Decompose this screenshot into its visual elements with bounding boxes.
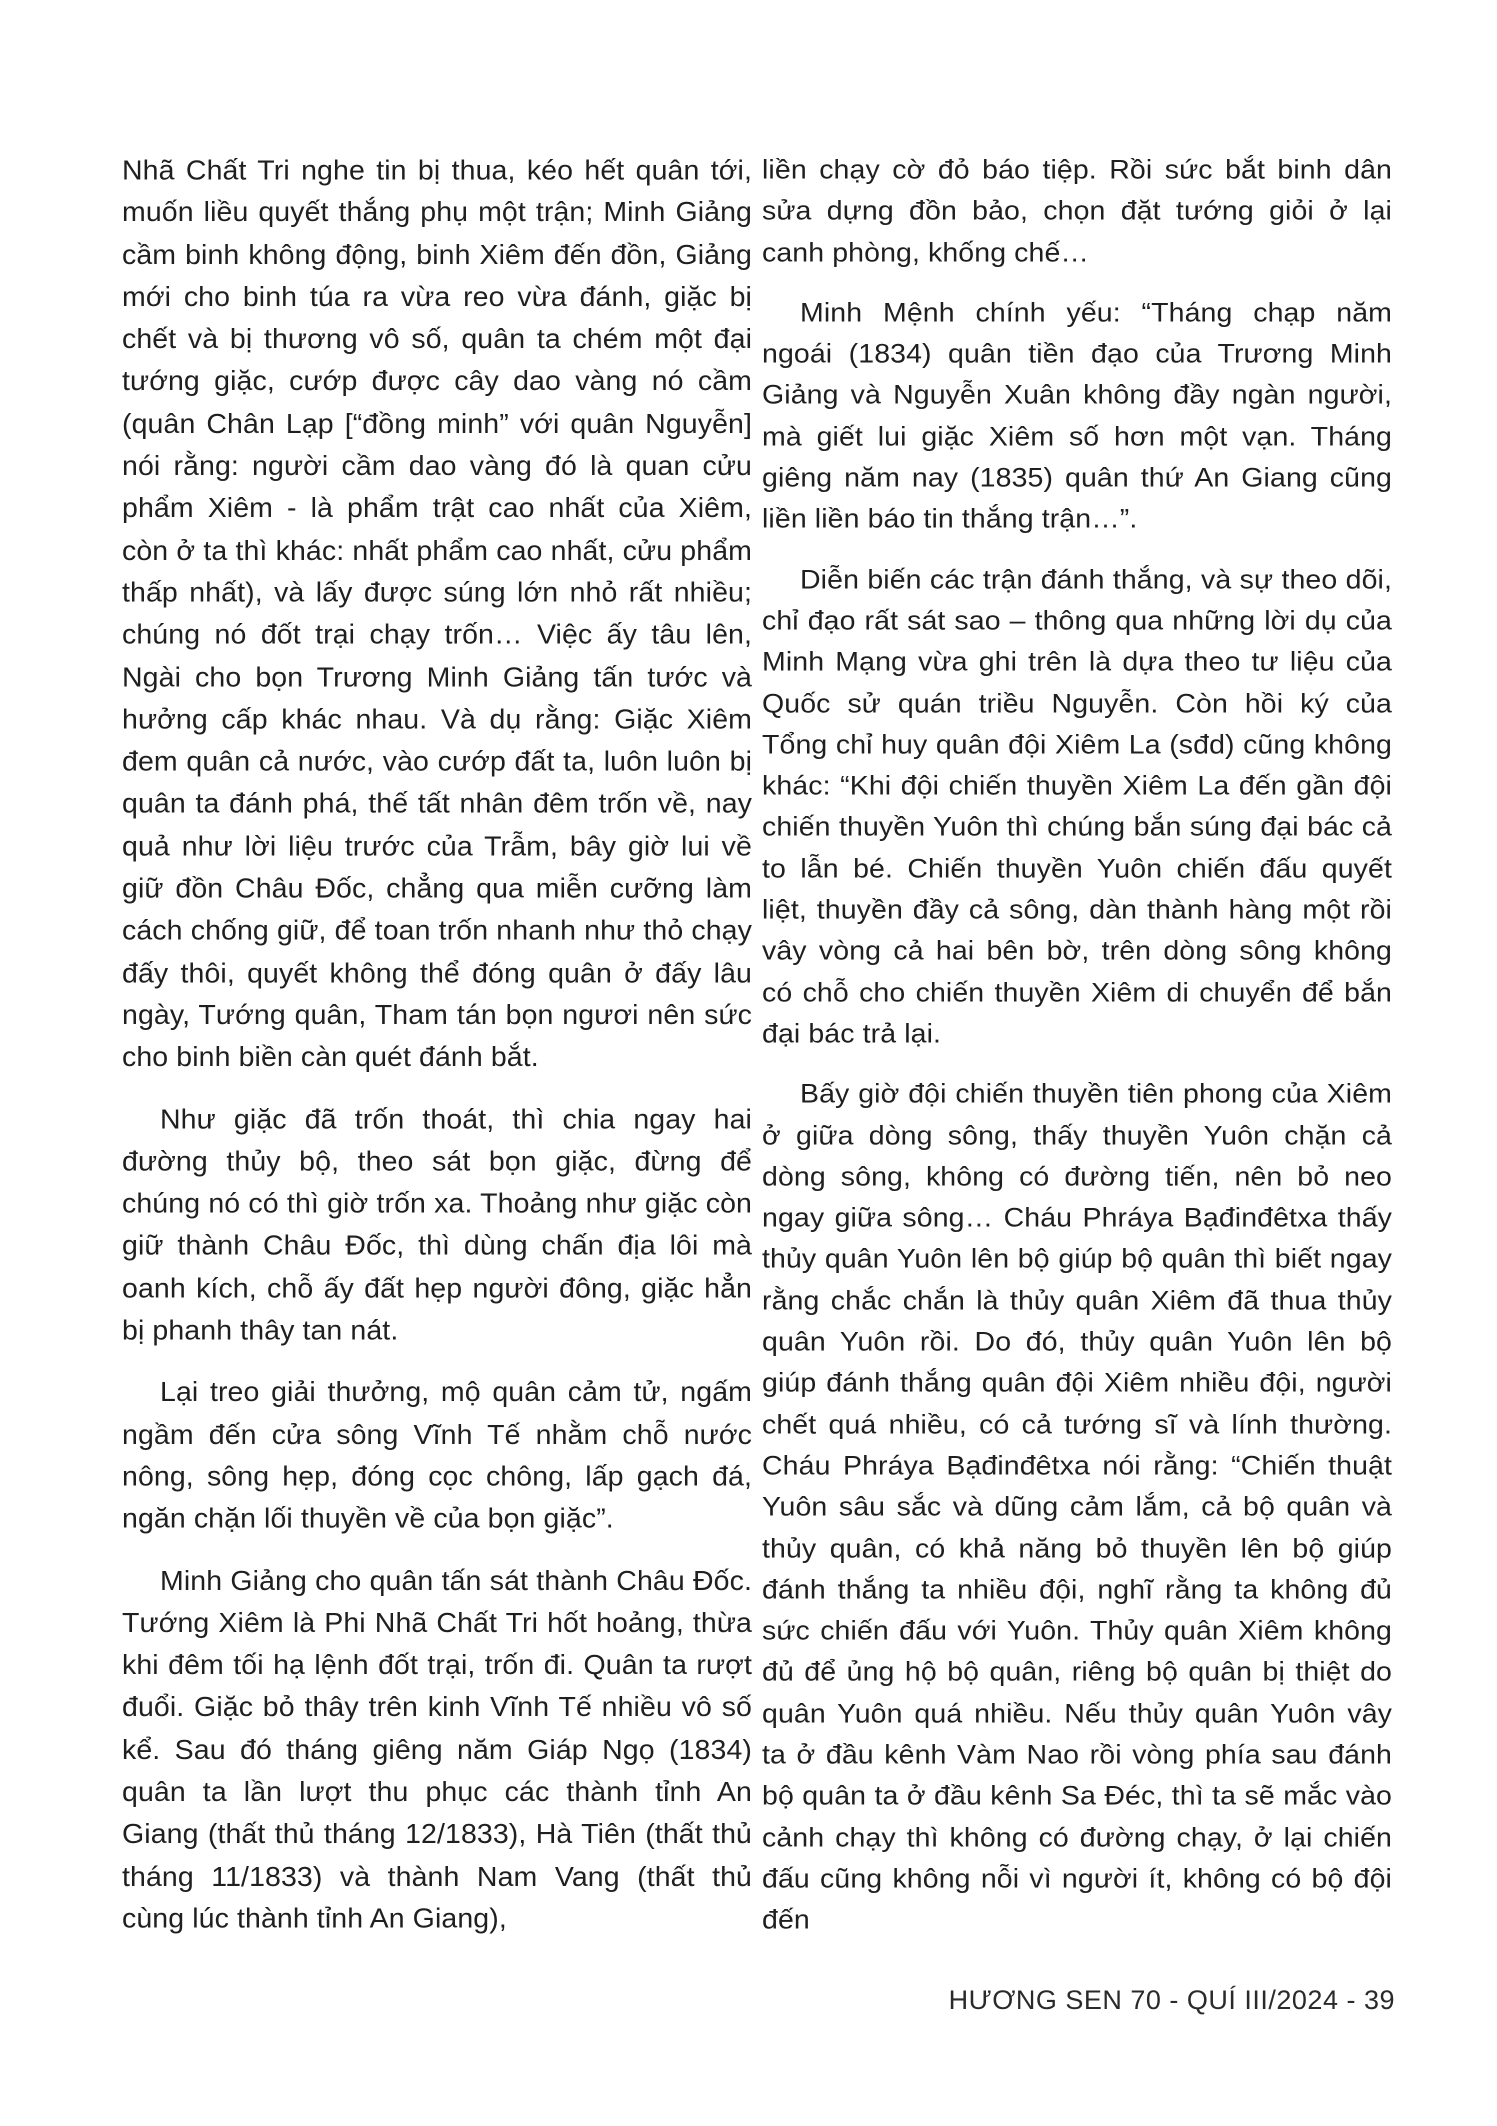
paragraph: Diễn biến các trận đánh thắng, và sự theo dõi, chỉ đạo rất sát sao – thông qua những lời dụ của Minh Mạng vừa ghi trên là dựa theo tư liệu của Quốc sử quán triều Nguyễn. Còn hồi ký của Tổng chỉ huy quân đội Xiêm La (sđd) cũng không khác: “Khi đội chiến thuyền Xiêm La đến gần đội chiến thuyền Yuôn thì chúng bắn súng đại bác cả to lẫn bé. Chiến thuyền Yuôn chiến đấu quyết liệt, thuyền đầy cả sông, dàn thành hàng một rồi vây vòng cả hai bên bờ, trên dòng sông không có chỗ cho chiến thuyền Xiêm di chuyển để bắn đại bác trả lại.: [762, 564, 1392, 1050]
right-text-column: [762, 150, 1392, 1960]
paragraph: Nhã Chất Tri nghe tin bị thua, kéo hết quân tới, muốn liều quyết thắng phụ một trận; Minh Giảng cầm binh không động, binh Xiêm đến đồn, Giảng mới cho binh túa ra vừa reo vừa đánh, giặc bị chết và bị thương vô số, quân ta chém một đại tướng giặc, cướp được cây dao vàng nó cầm (quân Chân Lạp [“đồng minh” với quân Nguyễn] nói rằng: người cầm dao vàng đó là quan cửu phẩm Xiêm - là phẩm trật cao nhất của Xiêm, còn ở ta thì khác: nhất phẩm cao nhất, cửu phẩm thấp nhất), và lấy được súng lớn nhỏ rất nhiều; chúng nó đốt trại chạy trốn… Việc ấy tâu lên, Ngài cho bọn Trương Minh Giảng tấn tước và hưởng cấp khác nhau. Và dụ rằng: Giặc Xiêm đem quân cả nước, vào cướp đất ta, luôn luôn bị quân ta đánh phá, thế tất nhân đêm trốn về, nay quả như lời liệu trước của Trẫm, bây giờ lui về giữ đồn Châu Đốc, chẳng qua miễn cưỡng làm cách chống giữ, để toan trốn nhanh như thỏ chạy đấy thôi, quyết không thể đóng quân ở đấy lâu ngày, Tướng quân, Tham tán bọn ngươi nên sức cho binh biền càn quét đánh bắt.: [122, 154, 752, 1074]
paragraph: Lại treo giải thưởng, mộ quân cảm tử, ngấm ngầm đến cửa sông Vĩnh Tế nhằm chỗ nước nông, sông hẹp, đóng cọc chông, lấp gạch đá, ngăn chặn lối thuyền về của bọn giặc”.: [122, 1376, 752, 1535]
paragraph: liền chạy cờ đỏ báo tiệp. Rồi sức bắt binh dân sửa dựng đồn bảo, chọn đặt tướng giỏi ở lại canh phòng, khống chế…: [762, 154, 1392, 268]
left-text-column: [122, 150, 752, 1960]
paragraph: Minh Giảng cho quân tấn sát thành Châu Đốc. Tướng Xiêm là Phi Nhã Chất Tri hốt hoảng, thừa khi đêm tối hạ lệnh đốt trại, trốn đi. Quân ta rượt đuổi. Giặc bỏ thây trên kinh Vĩnh Tế nhiều vô số kể. Sau đó tháng giêng năm Giáp Ngọ (1834) quân ta lần lượt thu phục các thành tỉnh An Giang (thất thủ tháng 12/1833), Hà Tiên (thất thủ tháng 11/1833) và thành Nam Vang (thất thủ cùng lúc thành tỉnh An Giang),: [122, 1565, 752, 1935]
paragraph: Bấy giờ đội chiến thuyền tiên phong của Xiêm ở giữa dòng sông, thấy thuyền Yuôn chặn cả dòng sông, không có đường tiến, nên bỏ neo ngay giữa sông… Cháu Phráya Bạđinđêtxa thấy thủy quân Yuôn lên bộ giúp bộ quân thì biết ngay rằng chắc chắn là thủy quân Xiêm đã thua thủy quân Yuôn rồi. Do đó, thủy quân Yuôn lên bộ giúp đánh thắng quân đội Xiêm nhiều đội, người chết quá nhiều, có cả tướng sĩ và lính thường. Cháu Phráya Bạđinđêtxa nói rằng: “Chiến thuật Yuôn sâu sắc và dũng cảm lắm, cả bộ quân và thủy quân, có khả năng bỏ thuyền lên bộ giúp đánh thắng ta nhiều đội, nghĩ rằng ta không đủ sức chiến đấu với Yuôn. Thủy quân Xiêm không đủ để ủng hộ bộ quân, riêng bộ quân bị thiệt do quân Yuôn quá nhiều. Nếu thủy quân Yuôn vây ta ở đầu kênh Vàm Nao rồi vòng phía sau đánh bộ quân ta ở đầu kênh Sa Đéc, thì ta sẽ mắc vào cảnh chạy thì không có đường chạy, ở lại chiến đấu cũng không nỗi vì người ít, không có bộ đội đến: [762, 1079, 1392, 1936]
paragraph: Minh Mệnh chính yếu: “Tháng chạp năm ngoái (1834) quân tiền đạo của Trương Minh Giảng và Nguyễn Xuân không đầy ngàn người, mà giết lui giặc Xiêm số hơn một vạn. Tháng giêng năm nay (1835) quân thứ An Giang cũng liền liền báo tin thắng trận…”.: [762, 297, 1392, 535]
running-footer: HƯƠNG SEN 70 - QUÍ III/2024 - 39: [948, 1985, 1395, 2015]
paragraph: Như giặc đã trốn thoát, thì chia ngay hai đường thủy bộ, theo sát bọn giặc, đừng để chúng nó có thì giờ trốn xa. Thoảng như giặc còn giữ thành Châu Đốc, thì dùng chấn địa lôi mà oanh kích, chỗ ấy đất hẹp người đông, giặc hẳn bị phanh thây tan nát.: [122, 1103, 752, 1347]
